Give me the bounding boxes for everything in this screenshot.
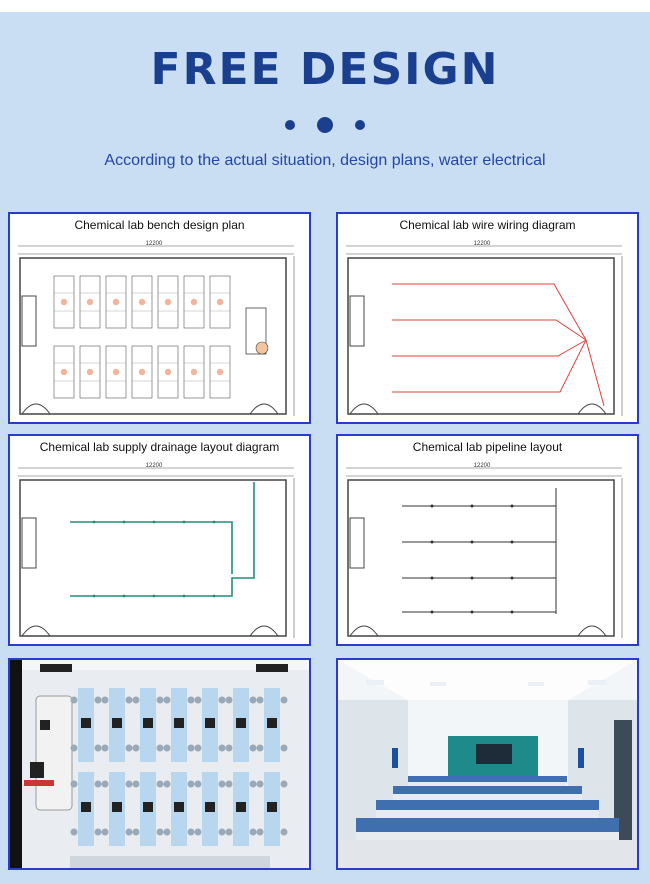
lab-top-view-icon [10, 660, 309, 868]
wiring-diagram-panel [336, 212, 639, 424]
lab-perspective-icon [338, 660, 637, 868]
bench-floor-plan [14, 236, 308, 422]
dot-icon [355, 120, 365, 130]
lab-top-view-image [8, 658, 311, 870]
dot-icon [317, 117, 333, 133]
wiring-floor-plan [342, 236, 636, 422]
lab-perspective-image [336, 658, 639, 870]
panel-title: Chemical lab pipeline layout [412, 440, 563, 454]
top-band [0, 0, 650, 12]
pipeline-layout-panel [336, 434, 639, 646]
drainage-layout-panel [8, 434, 311, 646]
panel-title: Chemical lab wire wiring diagram [399, 218, 576, 232]
pipeline-floor-plan [342, 458, 636, 644]
panel-title: Chemical lab supply drainage layout diagram [39, 440, 280, 454]
width-dimension: 12200 [473, 463, 491, 469]
page-subtitle: According to the actual situation, design plans, water electrical [104, 152, 546, 169]
decorative-dots [0, 116, 650, 134]
page-title: FREE DESIGN [150, 44, 500, 95]
drainage-floor-plan [14, 458, 308, 644]
width-dimension: 12200 [145, 463, 163, 469]
dot-icon [285, 120, 295, 130]
width-dimension: 12200 [145, 241, 163, 247]
panel-title: Chemical lab bench design plan [74, 218, 245, 232]
bench-design-plan-panel [8, 212, 311, 424]
width-dimension: 12200 [473, 241, 491, 247]
